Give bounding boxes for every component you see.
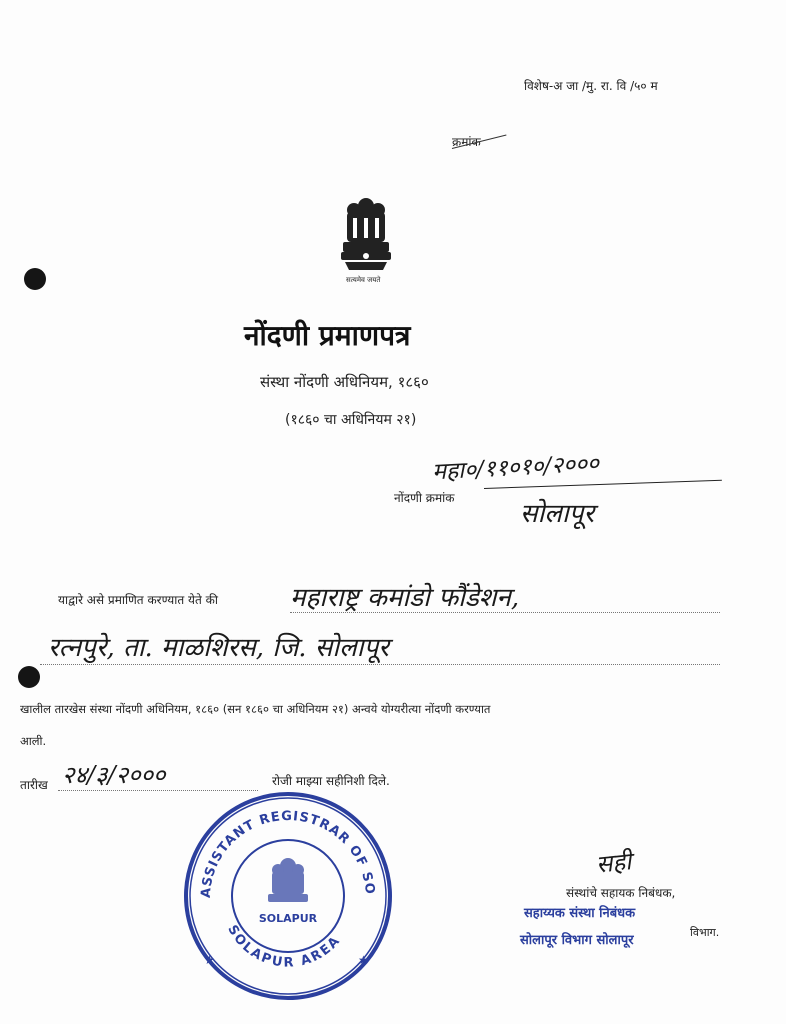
registration-number: महा०/११०१०/२०००: [431, 450, 600, 486]
act-subtitle: संस्था नोंदणी अधिनियम, १८६०: [260, 373, 429, 391]
signatory-stamp-line1: सहाय्यक संस्था निबंधक: [524, 906, 636, 921]
signatory-title: संस्थांचे सहायक निबंधक,: [566, 886, 676, 900]
signature-scribble: सही: [594, 847, 633, 879]
registration-place: सोलापूर: [520, 499, 595, 529]
emblem-motto: सत्यमेव जयते: [346, 276, 381, 284]
body-text-line2: आली.: [20, 734, 47, 748]
form-code: विशेष-अ जा /मु. रा. वि /५० म: [524, 79, 658, 93]
date-label: तारीख: [20, 778, 48, 792]
certify-dotline-1: [290, 612, 720, 613]
registration-label: नोंदणी क्रमांक: [394, 491, 455, 505]
certify-prefix: याद्वारे असे प्रमाणित करण्यात येते की: [58, 593, 218, 607]
signatory-stamp-line2: सोलापूर विभाग सोलापूर: [520, 933, 634, 948]
certify-dotline-2: [40, 664, 720, 665]
body-text-line1: खालील तारखेस संस्था नोंदणी अधिनियम, १८६० (सन १८६० चा अधिनियम २१) अन्वये योग्यरीत्या नोंदणी करण्यात: [20, 702, 491, 716]
organization-name-line2: रत्नपुरे, ता. माळशिरस, जि. सोलापूर: [48, 633, 389, 663]
signatory-suffix: विभाग.: [690, 926, 720, 939]
official-seal: [180, 788, 396, 1004]
seal-ring-text-bottom: SOLAPUR AREA: [224, 922, 345, 971]
organization-name-line1: महाराष्ट्र कमांडो फौंडेशन,: [290, 583, 520, 613]
seal-center-text: SOLAPUR: [258, 912, 318, 925]
seal-ring-text-top: ASSISTANT REGISTRAR OF SO: [198, 808, 378, 899]
act-reference: (१८६० चा अधिनियम २१): [285, 412, 417, 428]
date-suffix: रोजी माझ्या सहीनिशी दिले.: [272, 774, 390, 788]
national-emblem-icon: [333, 192, 399, 282]
punch-hole-bottom: [18, 666, 40, 688]
date-value: २४/३/२०००: [62, 761, 166, 789]
serial-label: क्रमांक: [452, 135, 481, 149]
svg-text:★: ★: [204, 953, 215, 967]
certificate-title: नोंदणी प्रमाणपत्र: [244, 319, 411, 352]
punch-hole-top: [24, 268, 46, 290]
svg-text:★: ★: [358, 953, 369, 967]
